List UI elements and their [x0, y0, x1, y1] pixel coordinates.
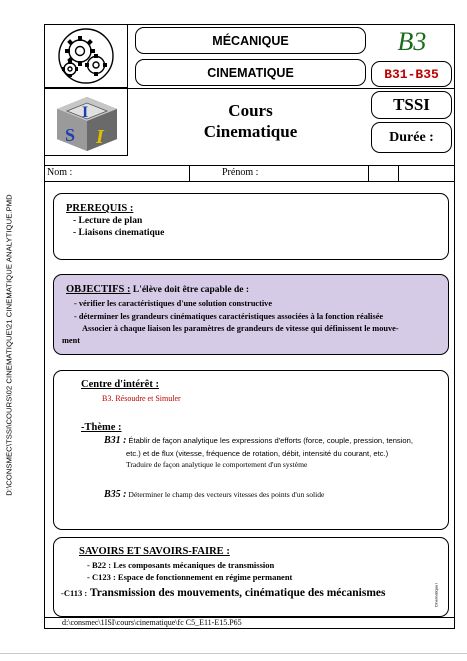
savoirs-title: SAVOIRS ET SAVOIRS-FAIRE : [79, 546, 230, 557]
centre-box [53, 370, 449, 530]
savoirs-item-2: - C123 : Espace de fonctionnement en régime permanent [87, 572, 293, 582]
objectifs-item-3: Associer à chaque liaison les paramètres de grandeurs de vitesse qui définissent le mouve- [82, 324, 399, 333]
bottom-rule [0, 653, 467, 654]
title-cinematique: CINEMATIQUE [135, 59, 366, 86]
duree-label: Durée : [389, 129, 434, 145]
vertical-file-path: D:\CONSMEC\TSSI\COURS\02 CINEMATIQUE\21 CINEMATIQUE ANALYTIQUE.PMD [4, 194, 14, 496]
savoirs-item-3 [61, 583, 385, 601]
b35-line [104, 489, 324, 500]
gears-icon [45, 25, 127, 87]
logo-letter-i: I [96, 126, 104, 148]
name-divider-3 [398, 165, 399, 182]
course-line2: Cinematique [203, 122, 298, 141]
objectifs-intro: L'élève doit être capable de : [130, 285, 250, 295]
objectifs-item-2: - déterminer les grandeurs cinématiques caractéristiques associées à la fonction réalisée [74, 312, 384, 321]
b31-text2: etc.) et de flux (vitesse, fréquence de rotation, débit, intensité du courant, etc.) [126, 449, 389, 458]
name-divider-1 [189, 165, 190, 182]
code-b3: B3 [397, 27, 427, 56]
objectifs-box [53, 274, 449, 355]
logo-sii-cell [44, 88, 128, 156]
side-small-label: Cinematique i [433, 582, 439, 608]
class-tssi-box [371, 91, 452, 119]
prerequis-item-2: - Liaisons cinematique [73, 228, 165, 238]
code-range-box [371, 61, 452, 87]
prenom-label: Prénom : [222, 167, 259, 178]
theme-title: -Thème : [81, 422, 122, 433]
savoirs-item-3-text: Transmission des mouvements, cinématique des mécanismes [87, 587, 386, 599]
sii-cube-icon [45, 89, 127, 155]
duree-box [371, 122, 452, 153]
b31-line1 [104, 435, 413, 446]
b31-text1: Établir de façon analytique les expressions d'efforts (force, couple, pression, tension, [128, 436, 413, 445]
nom-label: Nom : [47, 167, 73, 178]
savoirs-item-3-label: -C113 : [61, 588, 88, 598]
class-tssi: TSSI [393, 95, 430, 114]
b35-text: Déterminer le champ des vecteurs vitesses des points d'un solide [128, 490, 325, 499]
b31-text3: Traduire de façon analytique le comportement d'un système [126, 460, 308, 469]
prerequis-title: PREREQUIS : [66, 203, 134, 214]
footer-path: d:\consmec\1ISI\cours\cinematique\fc C5_E11-E15.P65 [62, 618, 242, 627]
objectifs-last-line: ment [62, 336, 80, 345]
logo-gears-cell [44, 24, 128, 88]
title-mecanique: MÉCANIQUE [135, 27, 366, 54]
b31-label: B31 : [104, 435, 127, 446]
code-range: B31-B35 [384, 66, 439, 82]
objectifs-item-1: - vérifier les caractéristiques d'une solution constructive [74, 299, 273, 308]
course-title [135, 91, 366, 151]
centre-title: Centre d'intérêt : [81, 379, 159, 390]
prerequis-item-1: - Lecture de plan [73, 216, 143, 226]
name-divider-2 [368, 165, 369, 182]
savoirs-item-1: - B22 : Les composants mécaniques de transmission [87, 560, 275, 570]
centre-value: B3. Résoudre et Simuler [102, 394, 181, 403]
objectifs-title: OBJECTIFS : [66, 284, 131, 295]
objectifs-header [66, 284, 249, 295]
b35-label: B35 : [104, 489, 127, 500]
logo-letter-s: S [65, 125, 76, 145]
logo-letter-top: I [82, 104, 89, 121]
course-line1: Cours [228, 101, 273, 120]
prerequis-box [53, 193, 449, 260]
savoirs-box [53, 537, 449, 617]
